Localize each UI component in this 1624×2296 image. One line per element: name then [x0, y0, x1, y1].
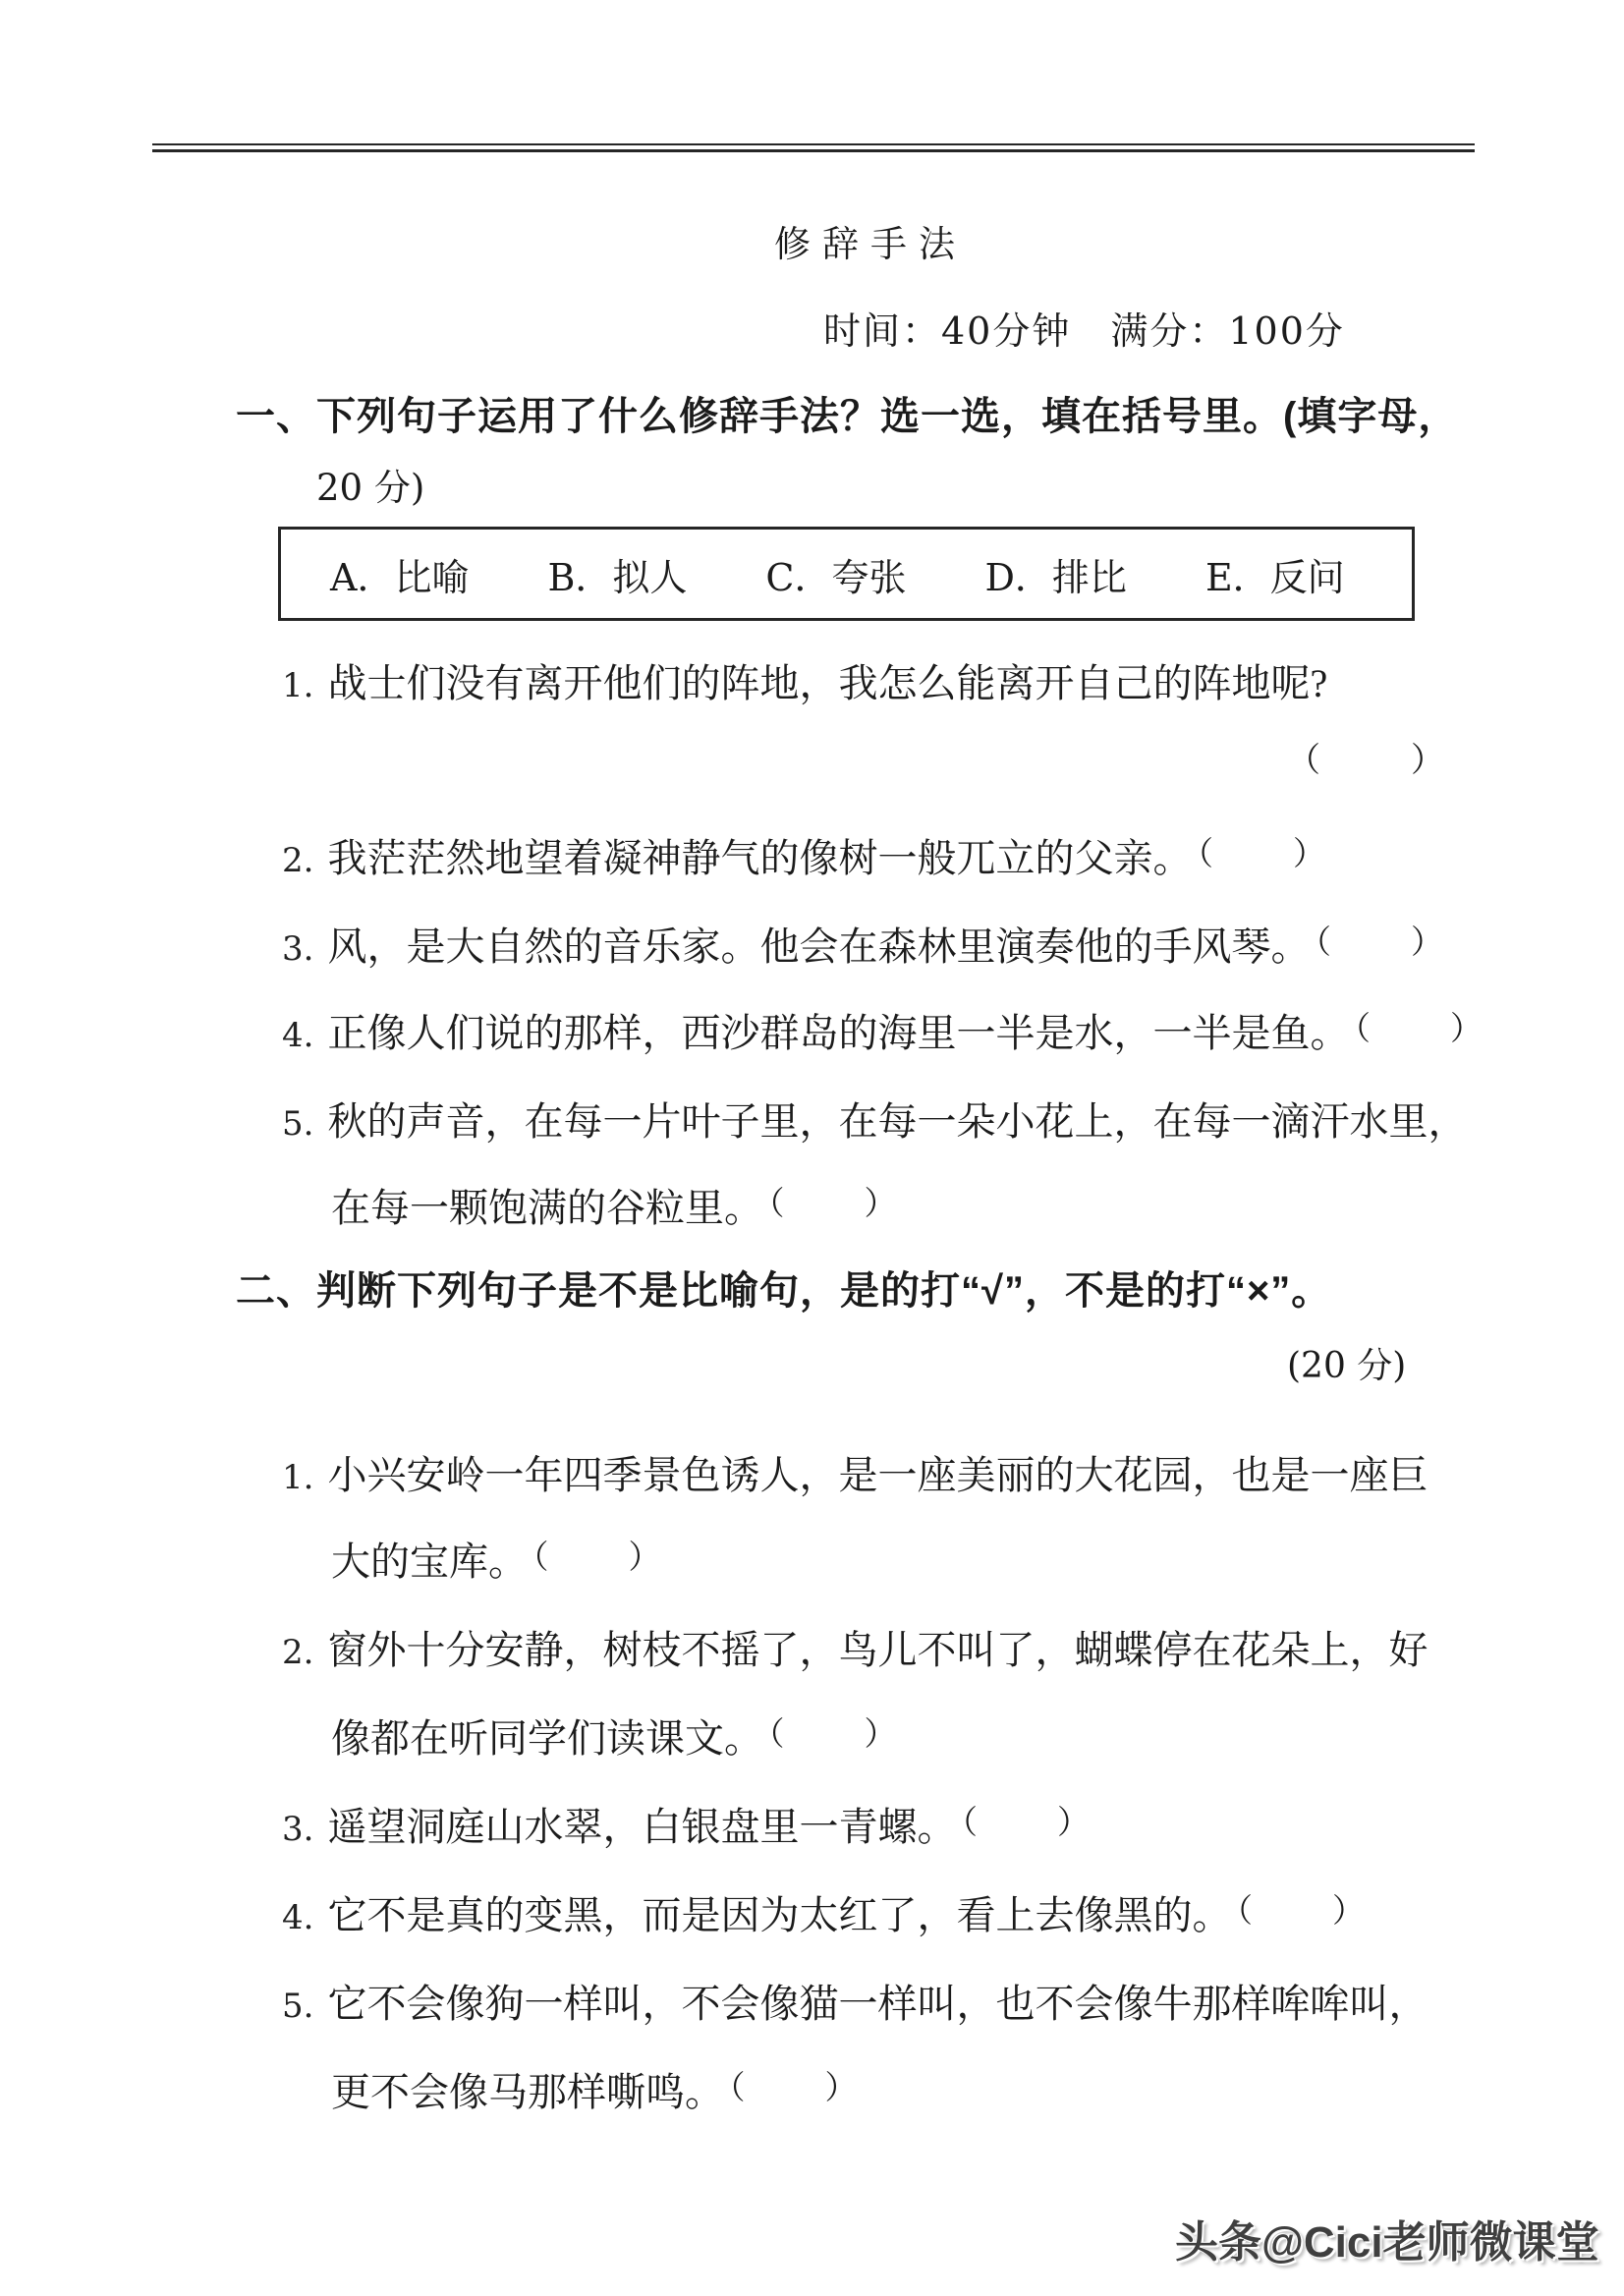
- option-a: A．比喻: [330, 555, 470, 599]
- s1-question-5-line-1: [282, 1091, 1467, 1147]
- answer-blank: （ ）: [1236, 1891, 1370, 1930]
- answer-blank: （ ）: [1197, 834, 1330, 872]
- section-two-heading: 二、判断下列句子是不是比喻句，是的打“√”，不是的打“×”。: [236, 1269, 1332, 1313]
- question-text: 我茫茫然地望着凝神静气的像树一般兀立的父亲。: [327, 836, 1193, 880]
- answer-blank: （ ）: [1354, 1009, 1487, 1047]
- s1-question-3: [282, 916, 1448, 972]
- question-text: 遥望洞庭山水翠，白银盘里一青螺。: [327, 1805, 957, 1849]
- question-number: 5.: [282, 1104, 314, 1144]
- page-title: 修辞手法: [774, 223, 967, 265]
- question-text: 小兴安岭一年四季景色诱人，是一座美丽的大花园，也是一座巨: [327, 1453, 1428, 1497]
- answer-blank: （ ）: [532, 1538, 666, 1576]
- question-number: 2.: [282, 1633, 314, 1672]
- s1-question-1: [282, 652, 1327, 708]
- s1-question-2: [282, 827, 1330, 883]
- question-number: 1.: [282, 1458, 314, 1497]
- exam-meta: 时间：40分钟 满分：100分: [823, 309, 1345, 353]
- option-b: B．拟人: [547, 555, 688, 599]
- footer-watermark: 头条@Cici老师微课堂: [1175, 2218, 1599, 2267]
- s1-question-5-line-2: [331, 1177, 902, 1233]
- question-text: 战士们没有离开他们的阵地，我怎么能离开自己的阵地呢?: [327, 661, 1328, 705]
- question-number: 5.: [282, 1987, 314, 2026]
- answer-blank: （ ）: [768, 1184, 902, 1222]
- question-text: 秋的声音，在每一片叶子里，在每一朵小花上，在每一滴汗水里，: [327, 1099, 1468, 1144]
- section-one-score-note: 20 分): [316, 467, 425, 509]
- s2-question-2-line-2: [331, 1708, 902, 1764]
- question-text: 正像人们说的那样，西沙群岛的海里一半是水，一半是鱼。: [327, 1011, 1350, 1055]
- question-number: 3.: [282, 1810, 314, 1849]
- s2-question-3: [282, 1796, 1094, 1852]
- question-text: 风，是大自然的音乐家。他会在森林里演奏他的手风琴。: [327, 924, 1311, 969]
- answer-blank: （ ）: [961, 1803, 1094, 1841]
- option-e: E．反问: [1204, 555, 1345, 599]
- question-text: 窗外十分安静，树枝不摇了，鸟儿不叫了，蝴蝶停在花朵上，好: [327, 1628, 1428, 1672]
- question-text: 大的宝库。: [331, 1540, 528, 1584]
- question-text: 像都在听同学们读课文。: [331, 1716, 763, 1761]
- options-box: [278, 527, 1415, 621]
- header-rule: [152, 143, 1475, 152]
- question-text: 在每一颗饱满的谷粒里。: [331, 1186, 763, 1230]
- s2-question-4: [282, 1884, 1370, 1940]
- s2-question-2-line-1: [282, 1619, 1428, 1675]
- answer-blank: （ ）: [768, 1714, 902, 1753]
- s1-question-4: [282, 1002, 1487, 1058]
- question-text: 它不是真的变黑，而是因为太红了，看上去像黑的。: [327, 1893, 1232, 1937]
- answer-blank: （ ）: [1315, 923, 1448, 961]
- s2-question-1-line-2: [331, 1531, 666, 1587]
- answer-blank: （ ）: [729, 2068, 863, 2106]
- question-text: 它不会像狗一样叫，不会像猫一样叫，也不会像牛那样哞哞叫，: [327, 1982, 1428, 2026]
- question-number: 3.: [282, 929, 314, 969]
- question-number: 1.: [282, 666, 314, 705]
- section-two-score-note: (20 分): [1287, 1346, 1407, 1386]
- question-number: 4.: [282, 1898, 314, 1937]
- s2-question-1-line-1: [282, 1444, 1428, 1500]
- question-text: 更不会像马那样嘶鸣。: [331, 2070, 724, 2114]
- option-c: C．夸张: [765, 555, 907, 599]
- s2-question-5-line-2: [331, 2061, 863, 2117]
- question-number: 4.: [282, 1016, 314, 1055]
- section-one-heading: 一、下列句子运用了什么修辞手法？选一选，填在括号里。(填字母，: [236, 395, 1459, 438]
- s1-question-1-answer-blank: （ ）: [1287, 743, 1452, 779]
- option-d: D．排比: [984, 555, 1127, 599]
- question-number: 2.: [282, 841, 314, 880]
- s2-question-5-line-1: [282, 1973, 1428, 2029]
